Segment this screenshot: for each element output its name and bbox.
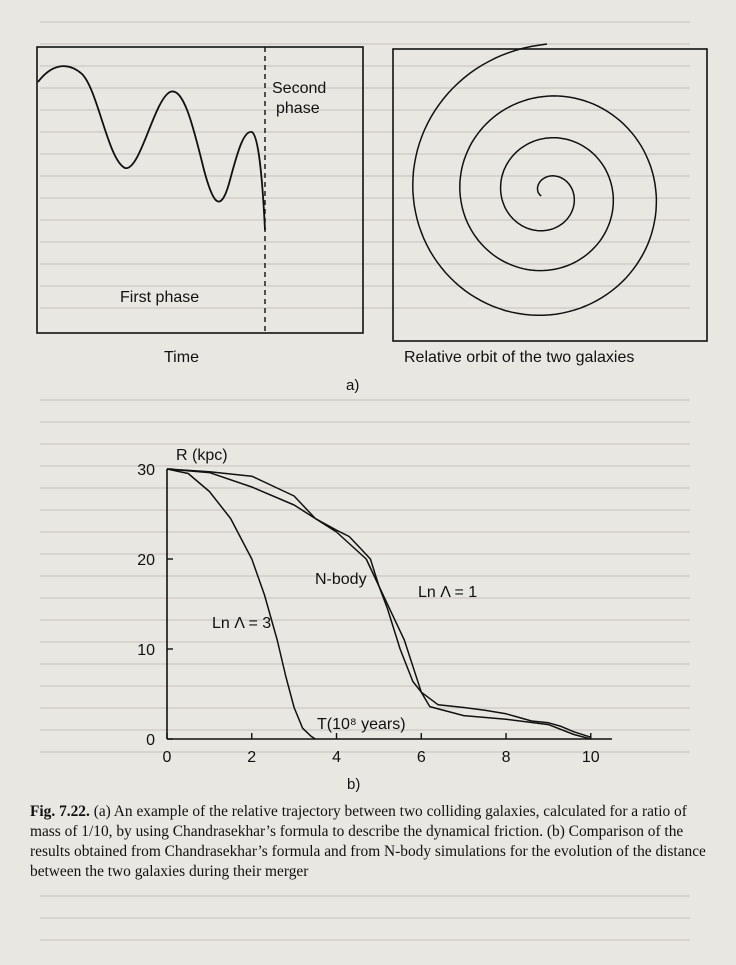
figure-caption	[30, 802, 720, 882]
panel-a-time-plot	[37, 47, 363, 366]
second-phase-label-line1: Second	[272, 80, 327, 97]
series-line-ln-1	[167, 469, 591, 739]
y-tick-label: 20	[137, 552, 155, 569]
annotation-ln-lambda-1: Ln Λ = 1	[418, 584, 478, 601]
first-phase-label: First phase	[120, 289, 200, 306]
x-tick-label: 8	[501, 749, 511, 766]
second-phase-label-line2: phase	[276, 100, 320, 117]
y-tick-label: 10	[137, 642, 155, 659]
y-tick-label: 0	[146, 732, 155, 749]
annotation-n-body: N-body	[315, 571, 367, 588]
series-line-n-body	[167, 469, 591, 737]
time-axis-label: Time	[164, 349, 199, 366]
spiral-orbit-path	[413, 44, 657, 315]
x-tick-label: 4	[332, 749, 341, 766]
y-tick-label: 30	[137, 462, 155, 479]
panel-a-label: a)	[346, 377, 360, 394]
annotation-ln-lambda-3: Ln Λ = 3	[212, 615, 272, 632]
oscillation-curve	[38, 66, 265, 230]
panel-b-label: b)	[347, 776, 361, 793]
orbit-axis-label: Relative orbit of the two galaxies	[404, 349, 635, 366]
caption-label: Fig. 7.22.	[30, 803, 90, 820]
distance-chart	[137, 447, 612, 766]
x-tick-label: 6	[416, 749, 426, 766]
chart-axes	[167, 469, 612, 739]
y-axis-label: R (kpc)	[176, 447, 228, 464]
orbit-plot-frame	[393, 49, 707, 341]
x-tick-label: 0	[162, 749, 172, 766]
x-axis-label: T(10⁸ years)	[317, 716, 406, 733]
series-line-ln-3	[167, 469, 315, 739]
caption-text: (a) An example of the relative trajectory between two colliding galaxies, calculated for a ratio of mass of 1/10, by using Chandrasekhar’s formula to describe the dynamical friction. (b) Comparison of the results obtained from Chandrasekhar’s formula and from N-body simulations for the evolution of the distance between the two galaxies during their merger	[30, 803, 706, 880]
chart-series	[167, 469, 591, 739]
x-tick-label: 2	[247, 749, 257, 766]
panel-a-orbit-plot	[393, 44, 707, 366]
x-tick-label: 10	[581, 749, 600, 766]
